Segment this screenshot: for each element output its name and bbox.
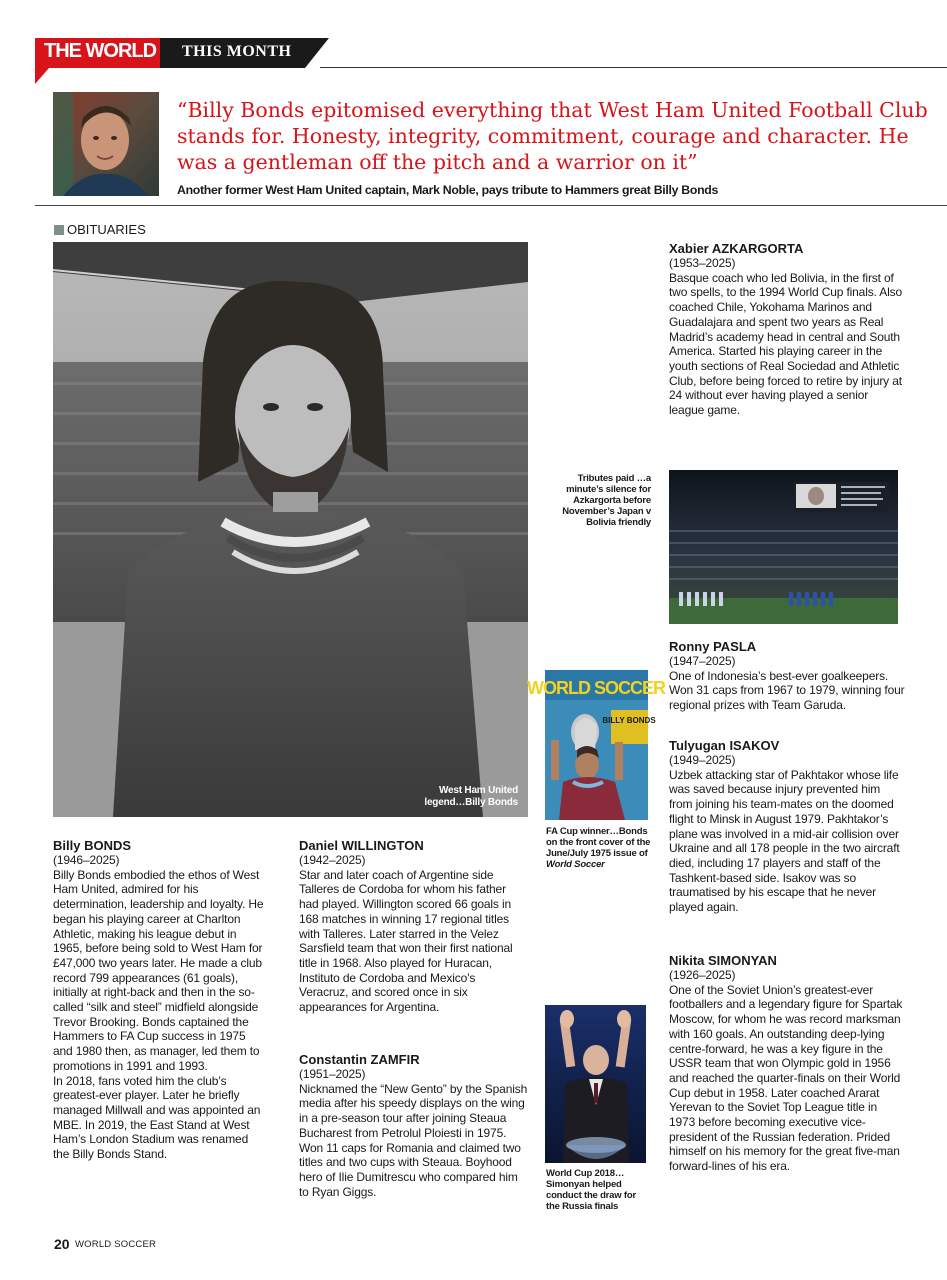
obituary-years: (1947–2025): [669, 654, 736, 668]
obituary-zamfir: [299, 1052, 529, 1199]
world-soccer-cover: [527, 670, 665, 820]
obituary-years: (1953–2025): [669, 256, 736, 270]
main-photo-caption: [424, 785, 518, 809]
pull-quote: “Billy Bonds epitomised everything that West Ham United Football Club stands for. Honesty, integrity, commitment, courage and character. He was a gentleman off the pitch and a warrior on it”: [177, 98, 928, 174]
first-name: Daniel: [299, 838, 342, 853]
obituary-body-2: In 2018, fans voted him the club’s greatest-ever player. Later he briefly managed Millwall and was appointed an MBE. In 2019, the East Stand at West Ham’s London Stadium was renamed the Billy Bonds Stand.: [53, 1073, 261, 1162]
cover-badge: BILLY BONDS: [602, 716, 656, 725]
obituary-years: (1926–2025): [669, 968, 736, 982]
simonyan-draw-photo: [545, 1005, 646, 1163]
surname: ISAKOV: [729, 738, 780, 753]
obituary-bonds: [53, 838, 265, 1162]
obituary-name: [299, 838, 521, 853]
obituary-name: [669, 639, 905, 654]
subsection-title: THIS MONTH: [182, 43, 292, 60]
surname: ZAMFIR: [370, 1052, 420, 1067]
cover-masthead: WORLD SOCCER: [527, 678, 665, 698]
section-tab-tail: [35, 68, 49, 84]
section-title: THE WORLD: [44, 40, 157, 62]
obituary-pasla: [669, 639, 905, 713]
mark-noble-photo: [53, 92, 159, 196]
surname: PASLA: [713, 639, 757, 654]
quote-credit: Another former West Ham United captain, Mark Noble, pays tribute to Hammers great Billy Bonds: [177, 183, 719, 197]
first-name: Nikita: [669, 953, 709, 968]
obituary-body: Uzbek attacking star of Pakhtakor whose life was saved because injury prevented him from joining his team-mates on the doomed flight to Minsk in August 1979. Pakhtakor’s plane was involved in a mid-air collision over Ukraine and all 178 people in the two aircraft died, including 17 players and staff of the Tashkent-based side. Isakov was so traumatised by his escape that he never played again.: [669, 767, 900, 915]
main-photo-caption-line1: West Ham United: [438, 785, 518, 796]
japan-stadium-photo: [669, 470, 898, 624]
first-name: Constantin: [299, 1052, 371, 1067]
obituary-name: [669, 738, 905, 753]
surname: SIMONYAN: [708, 953, 777, 968]
obituary-years: (1951–2025): [299, 1067, 366, 1081]
section-label: OBITUARIES: [67, 222, 146, 237]
first-name: Xabier: [669, 241, 712, 256]
main-photo-caption-line2: legend…Billy Bonds: [424, 797, 518, 808]
cover-caption-magazine: World Soccer: [546, 859, 605, 870]
cover-caption-text: FA Cup winner…Bonds on the front cover of the June/July 1975 issue of: [546, 826, 651, 859]
surname: BONDS: [84, 838, 132, 853]
obituary-body: One of the Soviet Union’s greatest-ever footballers and a legendary figure for Spartak Moscow, for whom he was record marksman with 160 goals. An outstanding deep-lying centre-forward, he was a key figure in the USSR team that won Olympic gold in 1956 and reached the quarter-finals on their World Cup debut in 1958. Later coached Ararat Yerevan to the Soviet Top League title in 1973 before becoming executive vice-president of the Russian federation. Prided himself on his memory for the great five-man forward-lines of his era.: [669, 982, 903, 1174]
obituary-azkargorta: [669, 241, 905, 418]
obituary-years: (1942–2025): [299, 853, 366, 867]
obituary-name: [299, 1052, 529, 1067]
first-name: Billy: [53, 838, 85, 853]
simonyan-caption: World Cup 2018… Simonyan helped conduct the draw for the Russia finals: [546, 1168, 636, 1212]
quote-rule: [35, 205, 947, 206]
section-marker-icon: [54, 225, 64, 235]
header-rule: [320, 67, 947, 68]
surname: AZKARGORTA: [711, 241, 804, 256]
obituary-name: [669, 953, 905, 968]
obituary-years: (1946–2025): [53, 853, 120, 867]
cover-caption: [546, 826, 656, 870]
first-name: Ronny: [669, 639, 714, 654]
obituary-body: One of Indonesia’s best-ever goalkeepers. Won 31 caps from 1967 to 1979, winning four regional prizes with Team Garuda.: [669, 668, 905, 713]
first-name: Tulyugan: [669, 738, 730, 753]
publication-name: WORLD SOCCER: [75, 1239, 157, 1250]
obituary-years: (1949–2025): [669, 753, 736, 767]
obituary-name: [53, 838, 265, 853]
obituary-isakov: [669, 738, 905, 915]
obituary-body: Nicknamed the “New Gento” by the Spanish media after his speedy displays on the wing in a pre-season tour after joining Steaua Bucharest from Petrolul Ploiesti in 1975. Won 11 caps for Romania and claimed two titles and two cups with Steaua. Boyhood hero of Ilie Dumitrescu who compared him to Ryan Giggs.: [299, 1081, 528, 1199]
obituary-body: Basque coach who led Bolivia, in the first of two spells, to the 1994 World Cup finals. Also coached Chile, Yokohama Marinos and Guadalajara and spent two years as Real Madrid’s academy head in central and South America. Started his playing career in the youth sections of Real Sociedad and Athletic Club, before being forced to retire by injury at 24 without ever having played a senior league game.: [669, 270, 903, 418]
obituary-simonyan: [669, 953, 905, 1174]
obituary-body: Billy Bonds embodied the ethos of West Ham United, admired for his determination, leadership and loyalty. He began his playing career at Charlton Athletic, making his league debut in 1965, before being sold to West Ham for £47,000 two years later. He made a club record 799 appearances (61 goals), initially at right-back and then in the so-called “silk and steel” midfield alongside Trevor Brooking. Bonds captained the Hammers to FA Cup success in 1975 and 1980 then, as manager, led them to promotions in 1991 and 1993.: [53, 867, 264, 1073]
obituary-willington: [299, 838, 521, 1015]
obituary-name: [669, 241, 905, 256]
surname: WILLINGTON: [341, 838, 424, 853]
page-number: 20: [54, 1236, 70, 1252]
subsection-tab-tip: [305, 38, 329, 68]
billy-bonds-photo: [53, 242, 528, 817]
japan-caption: Tributes paid …a minute’s silence for Azkargorta before November’s Japan v Bolivia friendly: [562, 473, 651, 528]
obituary-body: Star and later coach of Argentine side Talleres de Cordoba for whom his father had played. Willington scored 66 goals in 168 matches in winning 17 regional titles with Talleres. Later starred in the Velez Sarsfield team that won their first national title in 1968. Also played for Huracan, Instituto de Cordoba and Mexico’s Veracruz, and scored once in six appearances for Argentina.: [299, 867, 513, 1015]
